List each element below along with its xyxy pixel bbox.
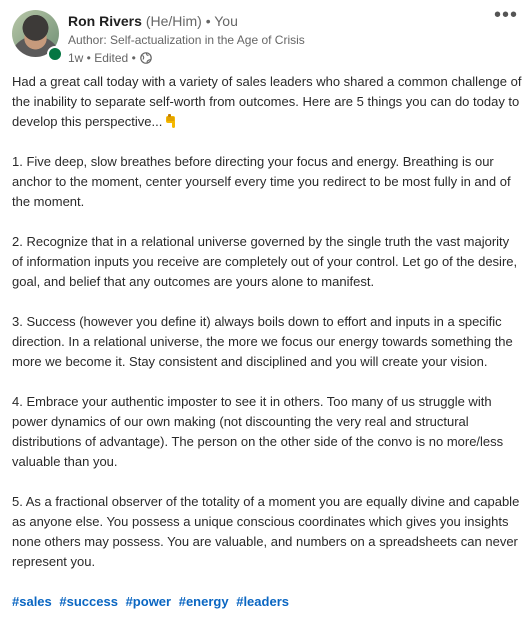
- author-pronouns: (He/Him): [145, 13, 202, 29]
- author-line: [68, 13, 238, 29]
- post-point-3: 3. Success (however you define it) always boils down to effort and inputs in a specific direction. In a relational universe, the more we focus our energy towards something the more we become it. Stay consistent and disciplined and you will create your vision.: [12, 314, 513, 369]
- hashtag-link[interactable]: #leaders: [236, 594, 289, 609]
- post-intro: [12, 72, 522, 132]
- pointing-down-hand-icon: [165, 114, 179, 129]
- post-point-1: 1. Five deep, slow breathes before directing your focus and energy. Breathing is our anchor to the moment, center yourself every time you redirect to be most fully in and of the moment.: [12, 154, 511, 209]
- post-body: [12, 72, 522, 632]
- hashtag-link[interactable]: #energy: [178, 594, 229, 609]
- post-header: [12, 4, 520, 65]
- globe-icon: [140, 52, 152, 64]
- post-point-2: 2. Recognize that in a relational universe governed by the single truth the vast majority of information inputs you receive are completely out of your control. Let go of the desire, goal, and belief that any outcomes are yours alone to manifest.: [12, 234, 518, 289]
- author-headline: Author: Self-actualization in the Age of Crisis: [68, 33, 305, 47]
- post-point-5: 5. As a fractional observer of the totality of a moment you are equally divine and capable as anyone else. You possess a unique conscious coordinates which gives you insights none others may possess. You are valuable, and numbers on a spreadsheets can never represent you.: [12, 494, 520, 569]
- online-status-indicator: [47, 46, 63, 62]
- post-intro-text: Had a great call today with a variety of sales leaders who shared a common challenge of the inability to separate self-worth from outcomes. Here are 5 things you can do today to develop this perspective...: [12, 74, 522, 129]
- post-meta: [68, 51, 152, 65]
- author-name[interactable]: Ron Rivers: [68, 13, 142, 29]
- post-timestamp: 1w • Edited •: [68, 51, 136, 65]
- post-point-4: 4. Embrace your authentic imposter to see it in others. Too many of us struggle with power dynamics of our own making (not discounting the very real and structural distributions of advantage). The person on the other side of the convo is no more/less valuable than you.: [12, 394, 504, 469]
- hashtag-link[interactable]: #sales: [12, 594, 52, 609]
- hashtag-link[interactable]: #success: [59, 594, 118, 609]
- hashtag-list: [12, 592, 522, 612]
- hashtag-link[interactable]: #power: [125, 594, 172, 609]
- you-badge: • You: [205, 13, 238, 29]
- more-options-button[interactable]: •••: [493, 4, 518, 26]
